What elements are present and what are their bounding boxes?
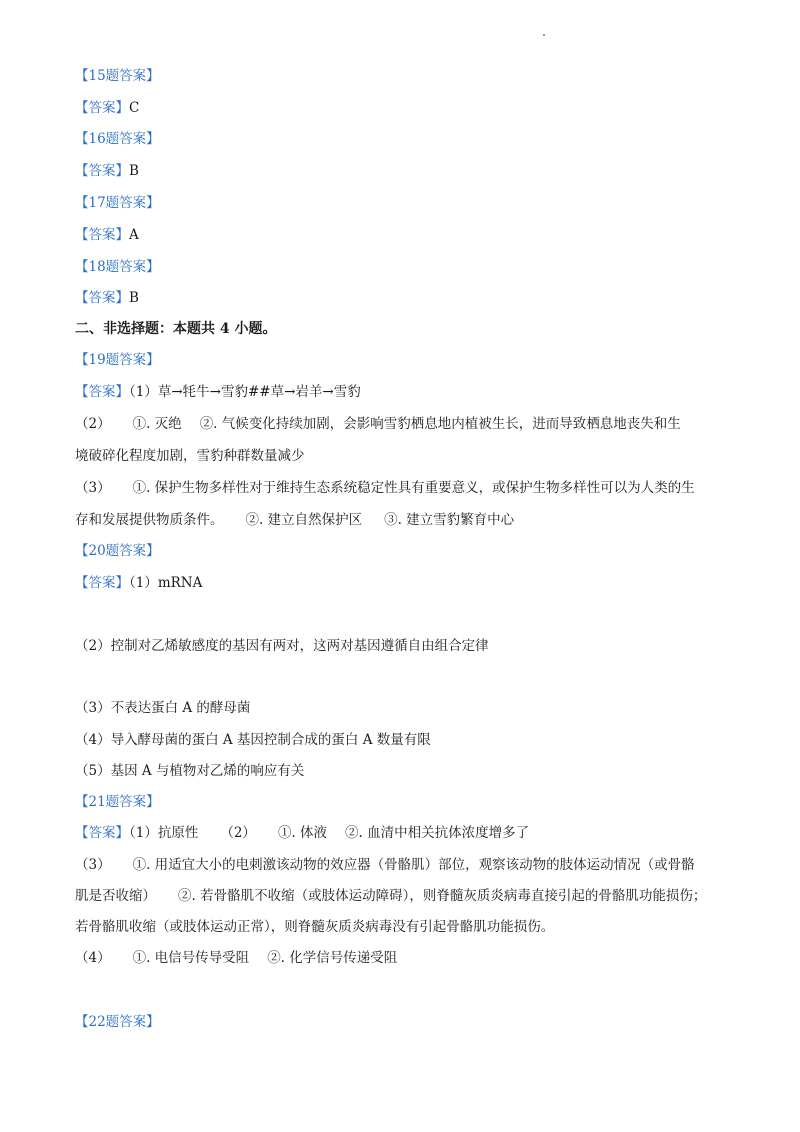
- q21-part3: （3） ①. 用适宜大小的电刺激该动物的效应器（骨骼肌）部位，观察该动物的肢体运动情况（或骨骼: [75, 857, 695, 873]
- section-title: 二、非选择题：本题共 4 小题。: [75, 321, 277, 337]
- q20-header: 【20题答案】: [75, 543, 160, 559]
- q19-part3: （3） ①. 保护生物多样性对于维持生态系统稳定性具有重要意义，或保护生物多样性可以为人类的生: [75, 480, 695, 496]
- q17-header: 【17题答案】: [75, 195, 160, 211]
- q20-part1: 【答案】（1）mRNA: [75, 575, 203, 591]
- q21-part3-cont2: 若骨骼肌收缩（或肢体运动正常），则脊髓灰质炎病毒没有引起骨骼肌功能损伤。: [75, 919, 555, 935]
- answer-value: A: [129, 227, 139, 243]
- q20-part2: （2）控制对乙烯敏感度的基因有两对，这两对基因遵循自由组合定律: [75, 638, 489, 654]
- q18-header: 【18题答案】: [75, 259, 160, 275]
- q19-part2-cont: 境破碎化程度加剧，雪豹种群数量减少: [75, 448, 305, 464]
- answer-value: C: [129, 100, 140, 116]
- q19-part1: 【答案】（1）草→牦牛→雪豹##草→岩羊→雪豹: [75, 384, 361, 400]
- q20-part3: （3）不表达蛋白 A 的酵母菌: [75, 700, 251, 716]
- q21-part4: （4） ①. 电信号传导受阻 ②. 化学信号传递受阻: [75, 950, 398, 966]
- q21-header: 【21题答案】: [75, 794, 160, 810]
- q17-answer: [75, 225, 740, 245]
- q19-header: 【19题答案】: [75, 352, 160, 368]
- q20-part4: （4）导入酵母菌的蛋白 A 基因控制合成的蛋白 A 数量有限: [75, 732, 431, 748]
- answer-value: B: [129, 290, 139, 306]
- q15-answer: [75, 98, 740, 118]
- page-mark: [543, 34, 545, 36]
- answer-label: 【答案】: [75, 825, 129, 841]
- answer-value: B: [129, 163, 139, 179]
- answer-label: 【答案】: [75, 163, 129, 179]
- answer-label: 【答案】: [75, 100, 129, 116]
- q19-part3-cont: 存和发展提供物质条件。 ②. 建立自然保护区 ③. 建立雪豹繁育中心: [75, 512, 515, 528]
- q21-part3-cont: 肌是否收缩） ②. 若骨骼肌不收缩（或肢体运动障碍），则脊髓灰质炎病毒直接引起的骨骼肌功能损伤；: [75, 888, 707, 904]
- answer-label: 【答案】: [75, 384, 129, 400]
- q22-header: 【22题答案】: [75, 1014, 160, 1030]
- q20-part5: （5）基因 A 与植物对乙烯的响应有关: [75, 763, 305, 779]
- answer-label: 【答案】: [75, 575, 129, 591]
- answer-label: 【答案】: [75, 290, 129, 306]
- q15-header: 【15题答案】: [75, 68, 160, 84]
- q18-answer: [75, 288, 740, 308]
- q16-answer: [75, 161, 740, 181]
- answer-label: 【答案】: [75, 227, 129, 243]
- q21-part1-2: 【答案】（1）抗原性 （2） ①. 体液 ②. 血清中相关抗体浓度增多了: [75, 825, 530, 841]
- q16-header: 【16题答案】: [75, 131, 160, 147]
- q19-part2: （2） ①. 灭绝 ②. 气候变化持续加剧，会影响雪豹栖息地内植被生长，进而导致栖息地丧失和生: [75, 416, 681, 432]
